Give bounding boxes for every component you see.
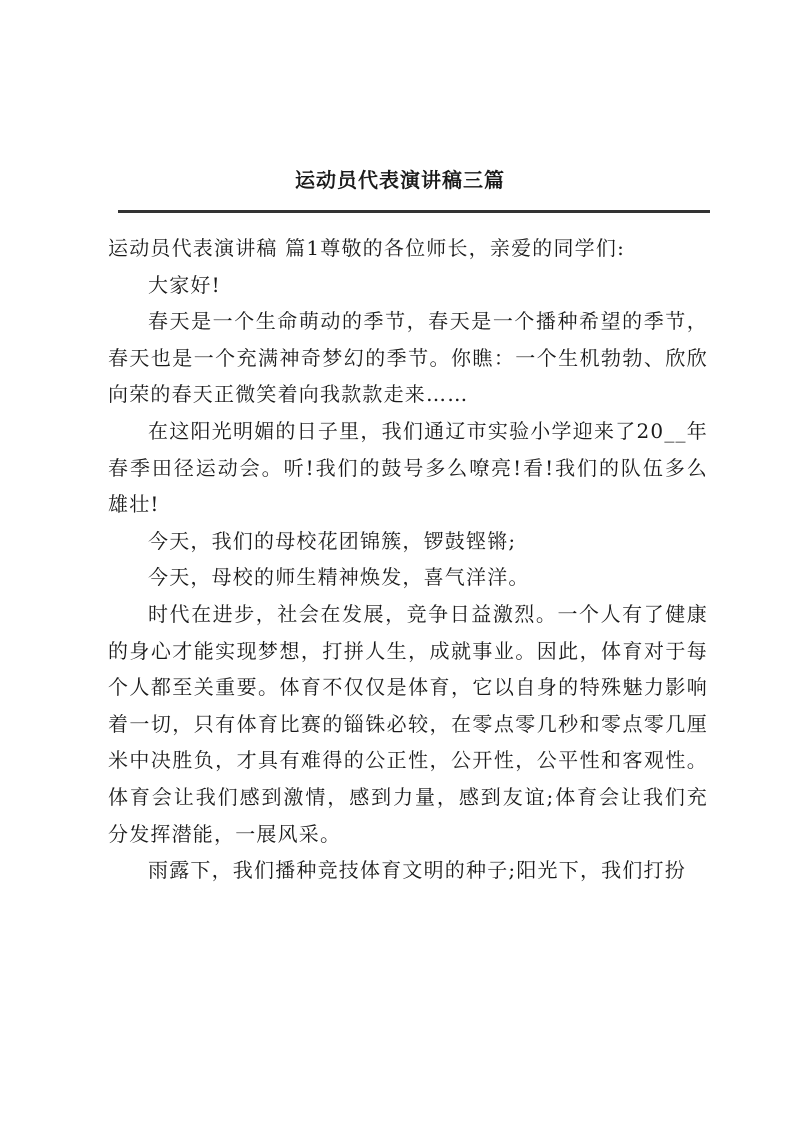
- paragraph: 时代在进步，社会在发展，竞争日益激烈。一个人有了健康的身心才能实现梦想，打拼人生，成就事业。因此，体育对于每个人都至关重要。体育不仅仅是体育，它以自身的特殊魅力影响着一切，只有体育比赛的锱铢必较，在零点零几秒和零点零几厘米中决胜负，才具有难得的公正性，公开性，公平性和客观性。体育会让我们感到激情，感到力量，感到友谊;体育会让我们充分发挥潜能，一展风采。: [108, 601, 708, 846]
- paragraph: 在这阳光明媚的日子里，我们通辽市实验小学迎来了20__年春季田径运动会。听!我们的鼓号多么嘹亮!看!我们的队伍多么雄壮!: [108, 418, 708, 517]
- paragraph: 运动员代表演讲稿 篇1尊敬的各位师长，亲爱的同学们:: [108, 236, 626, 260]
- document-title: 运动员代表演讲稿三篇: [295, 168, 505, 192]
- paragraph: 今天，母校的师生精神焕发，喜气洋洋。: [148, 565, 530, 590]
- paragraph: 今天，我们的母校花团锦簇，锣鼓铿锵;: [148, 528, 517, 553]
- paragraph: 春天是一个生命萌动的季节，春天是一个播种希望的季节，春天也是一个充满神奇梦幻的季节。你瞧：一个生机勃勃、欣欣向荣的春天正微笑着向我款款走来……: [108, 309, 708, 407]
- paragraph: 大家好!: [148, 272, 221, 297]
- paragraph: 雨露下，我们播种竞技体育文明的种子;阳光下，我们打扮: [148, 858, 686, 883]
- title-divider: [118, 210, 710, 213]
- document-body: [108, 230, 708, 889]
